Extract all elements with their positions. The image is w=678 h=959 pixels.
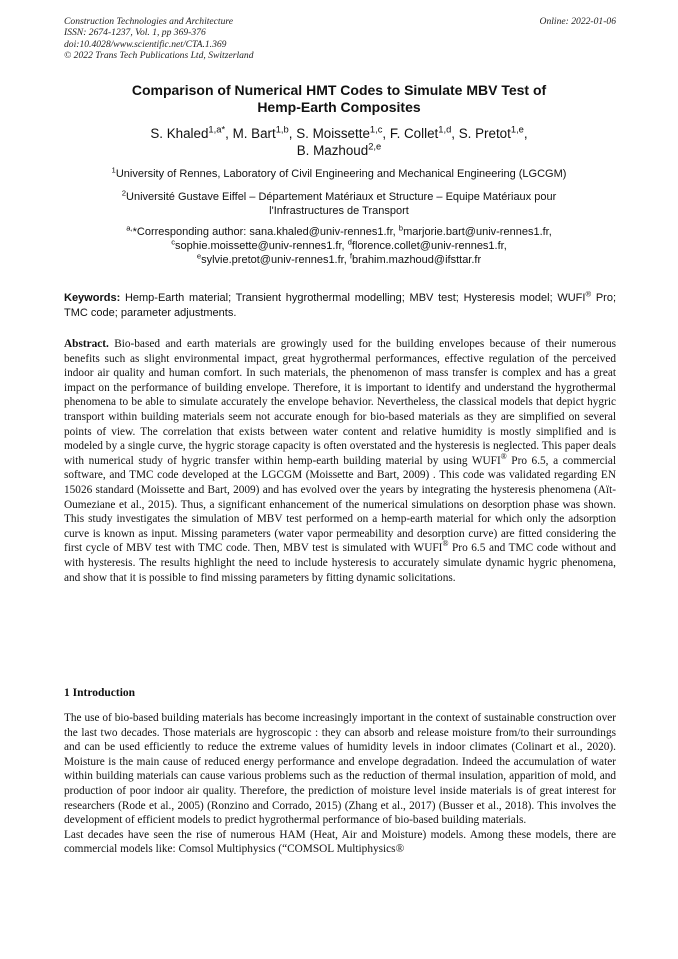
issn-line: ISSN: 2674-1237, Vol. 1, pp 369-376 bbox=[64, 27, 206, 39]
registered-mark: ® bbox=[585, 289, 592, 299]
paragraph: The use of bio-based building materials has become increasingly important in the context of sustainable construction over the last two decades. Those materials are hygroscopic : they can absorb and release moisture from/to their surroundings and can be used efficiently to reduce the extreme values of humidity levels in indoor climates (Colinart et al., 2020). Moisture is the main cause of reduced energy performance and envelope degradation. Indeed the accumulation of water within building materials can cause various problems such as the reduction of thermal insulation, apparition of mold, and production of poor indoor air quality. Therefore, the prediction of moisture level inside materials is of great interest for researchers (Rode et al., 2005) (Ronzino and Corrado, 2015) (Zhang et al., 2017) (Busser et al., 2018). This involves the development of efficient models to predict hygrothermal performance of bio-based building materials. bbox=[64, 712, 616, 827]
author-line-1 bbox=[64, 125, 614, 142]
author-name: M. Bart bbox=[232, 126, 276, 141]
title-line-1: Comparison of Numerical HMT Codes to Simulate MBV Test of bbox=[131, 82, 547, 98]
paper-title bbox=[64, 82, 614, 116]
author-affil-sup: 1,d bbox=[438, 124, 452, 135]
keywords-text: Hemp-Earth material; Transient hygrothermal modelling; MBV test; Hysteresis model; WUFI bbox=[120, 292, 586, 304]
affiliation-text-2: l'Infrastructures de Transport bbox=[269, 205, 409, 217]
author-sep: , bbox=[382, 126, 390, 141]
email-e[interactable]: sylvie.pretot@univ-rennes1.fr, bbox=[201, 254, 350, 266]
copyright-line: © 2022 Trans Tech Publications Ltd, Switzerland bbox=[64, 50, 254, 62]
email-f[interactable]: brahim.mazhoud@ifsttar.fr bbox=[351, 254, 482, 266]
running-header bbox=[64, 16, 616, 62]
email-sup: b bbox=[398, 223, 404, 233]
keywords-text-2: Pro; TMC code; parameter adjustments. bbox=[64, 292, 617, 319]
author-affil-sup: 1,a* bbox=[208, 124, 226, 135]
abstract-text: Bio-based and earth materials are growingly used for the building envelopes because of their numerous benefits such as slight environmental impact, great hygrothermal performances, effective regulation of the perceived indoor air quality and human comfort. In such materials, the phenomenon of mass transfer is complex and has a great impact on the performance of building envelope. Therefore, it is important to identify and understand the hygrothermal phenomena to be able to simulate accurately the envelope behavior. Nevertheless, the classical models that depict hygric transport within building materials seem not accurate enough for bio-based materials as they are simplified on several points of view. The correlation that exists between water content and relative humidity is mostly simplified and is modeled by a single curve, the hygric storage capacity is often overstated and the hysteresis is neglected. This paper deals with numerical study of hygric transfer within hemp-earth building material by using WUFI bbox=[64, 338, 616, 467]
author-affil-sup: 1,c bbox=[369, 124, 383, 135]
email-b[interactable]: marjorie.bart@univ-rennes1.fr, bbox=[403, 226, 552, 238]
author-line-2 bbox=[64, 142, 614, 159]
author-name: F. Collet bbox=[389, 126, 439, 141]
author-affil-sup: 1,b bbox=[275, 124, 289, 135]
email-sup: c bbox=[171, 237, 176, 247]
author-name: B. Mazhoud bbox=[296, 143, 369, 158]
email-c[interactable]: sophie.moissette@univ-rennes1.fr, bbox=[175, 240, 348, 252]
abstract-label: Abstract. bbox=[64, 338, 109, 350]
abstract-text-3: Pro 6.5 and TMC code without and with hysteresis. The results highlight the need to include hysteresis to accurately simulate dynamic hygric phenomena, and show that it is possible to find missing parameters by fitting dynamic solicitations. bbox=[64, 542, 617, 584]
author-name: S. Khaled bbox=[150, 126, 209, 141]
registered-mark: ® bbox=[442, 539, 449, 549]
affiliation-text: University of Rennes, Laboratory of Civil Engineering and Mechanical Engineering (LGCGM) bbox=[115, 168, 567, 180]
online-date: Online: 2022-01-06 bbox=[539, 16, 616, 27]
abstract bbox=[64, 337, 616, 585]
author-affil-sup: 1,e bbox=[510, 124, 524, 135]
corresponding-email[interactable]: *Corresponding author: sana.khaled@univ-rennes1.fr, bbox=[132, 226, 399, 238]
contact-emails bbox=[64, 225, 614, 267]
email-sup: f bbox=[349, 251, 352, 261]
doi-line: doi:10.4028/www.scientific.net/CTA.1.369 bbox=[64, 38, 227, 50]
section-heading-introduction: 1 Introduction bbox=[64, 687, 136, 699]
email-sup: e bbox=[196, 251, 202, 261]
author-sep: , bbox=[288, 126, 297, 141]
affiliation-1 bbox=[64, 167, 614, 181]
author-name: S. Moissette bbox=[296, 126, 370, 141]
registered-mark: ® bbox=[500, 451, 507, 461]
affiliation-2 bbox=[64, 190, 614, 218]
keywords bbox=[64, 291, 616, 320]
email-sup: a, bbox=[126, 223, 133, 233]
affiliation-text: Université Gustave Eiffel – Département Matériaux et Structure – Equipe Matériaux pour bbox=[126, 191, 557, 203]
author-sep: , bbox=[451, 126, 459, 141]
title-line-2: Hemp-Earth Composites bbox=[257, 99, 421, 115]
paragraph: Last decades have seen the rise of numerous HAM (Heat, Air and Moisture) models. Among these models, there are commercial models like: Comsol Multiphysics (“COMSOL Multiphysics® bbox=[64, 828, 616, 856]
introduction-body bbox=[64, 711, 616, 857]
author-list bbox=[64, 125, 614, 159]
abstract-text-2: Pro 6.5, a commercial software, and TMC code developed at the LGCGM (Moissette and Bart, 2009) . This code was validated regarding EN 15026 standard (Moissette and Bart, 2009) and has evolved over the years by integrating the hysteresis phenomena (Aït-Oumeziane et al., 2015). Thus, a significant enhancement of the numerical simulations on desorption phase was shown. This study investigates the simulation of MBV test performed on a hemp-earth material for which only the adsorption curve is known as input. Missing parameters (water vapor permeability and desorption curve) are fitted considering the first cycle of MBV test with TMC code. Then, MBV test is simulated with WUFI bbox=[64, 454, 616, 555]
affiliation-sup: 2 bbox=[121, 188, 127, 198]
author-sep: , bbox=[523, 126, 528, 141]
email-sup: d bbox=[347, 237, 352, 247]
affiliation-sup: 1 bbox=[111, 165, 116, 175]
author-sep: , bbox=[225, 126, 233, 141]
keywords-label: Keywords: bbox=[64, 292, 121, 304]
journal-name: Construction Technologies and Architecture bbox=[64, 16, 234, 27]
email-d[interactable]: florence.collet@univ-rennes1.fr, bbox=[351, 240, 507, 252]
author-affil-sup: 2,e bbox=[368, 141, 382, 152]
author-name: S. Pretot bbox=[458, 126, 511, 141]
